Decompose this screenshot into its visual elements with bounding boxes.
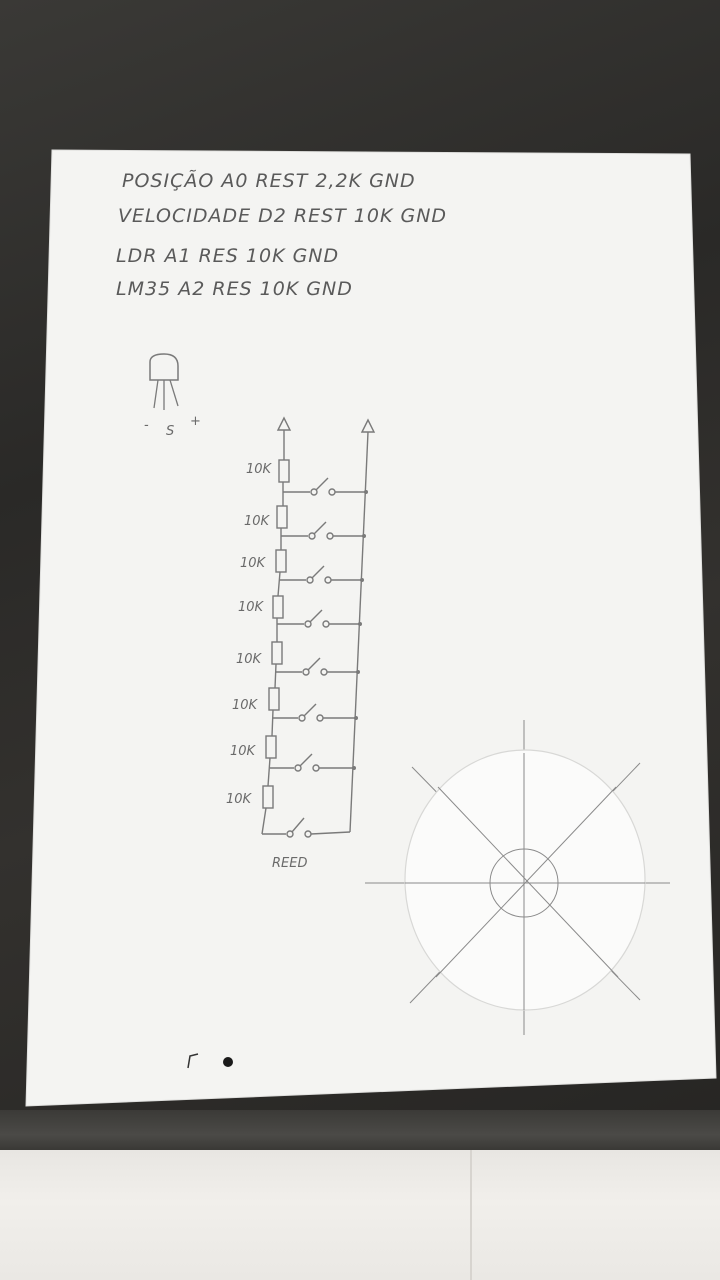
reed-label: REED [272, 856, 308, 871]
note-line-ldr: LDR A1 RES 10K GND [116, 245, 340, 267]
switch-row-2 [281, 522, 364, 539]
resistor-7 [266, 736, 276, 758]
resistor-1 [279, 460, 289, 482]
resistor-label-1: 10K [246, 462, 272, 477]
sensor-pin-minus: - [144, 418, 149, 433]
encoder-disc [360, 715, 680, 1040]
switch-row-7 [270, 754, 354, 771]
switch-row-1 [283, 478, 366, 495]
resistor-label-2: 10K [244, 514, 270, 529]
pencil-marks [180, 1048, 240, 1078]
switch-row-4 [277, 610, 360, 627]
resistor-4 [273, 596, 283, 618]
note-line-lm35: LM35 A2 RES 10K GND [116, 278, 353, 300]
switch-row-6 [273, 704, 356, 721]
tiled-floor [0, 1150, 720, 1280]
resistor-5 [272, 642, 282, 664]
sensor-pin-plus: + [190, 414, 201, 429]
resistor-label-3: 10K [240, 556, 266, 571]
switch-row-5 [276, 658, 358, 675]
sensor-sketch [140, 350, 210, 420]
note-line-position: POSIÇÃO A0 REST 2,2K GND [122, 170, 416, 192]
resistor-label-6: 10K [232, 698, 258, 713]
resistor-2 [277, 506, 287, 528]
note-line-speed: VELOCIDADE D2 REST 10K GND [118, 205, 448, 227]
resistor-label-8: 10K [226, 792, 252, 807]
resistor-8 [263, 786, 273, 808]
resistor-3 [276, 550, 286, 572]
reed-switch [262, 818, 350, 837]
sensor-pin-signal: S [166, 424, 175, 439]
resistor-label-4: 10K [238, 600, 264, 615]
resistor-label-7: 10K [230, 744, 256, 759]
floor-tile-joint [470, 1150, 472, 1280]
resistor-label-5: 10K [236, 652, 262, 667]
switch-row-3 [280, 566, 362, 583]
resistor-6 [269, 688, 279, 710]
